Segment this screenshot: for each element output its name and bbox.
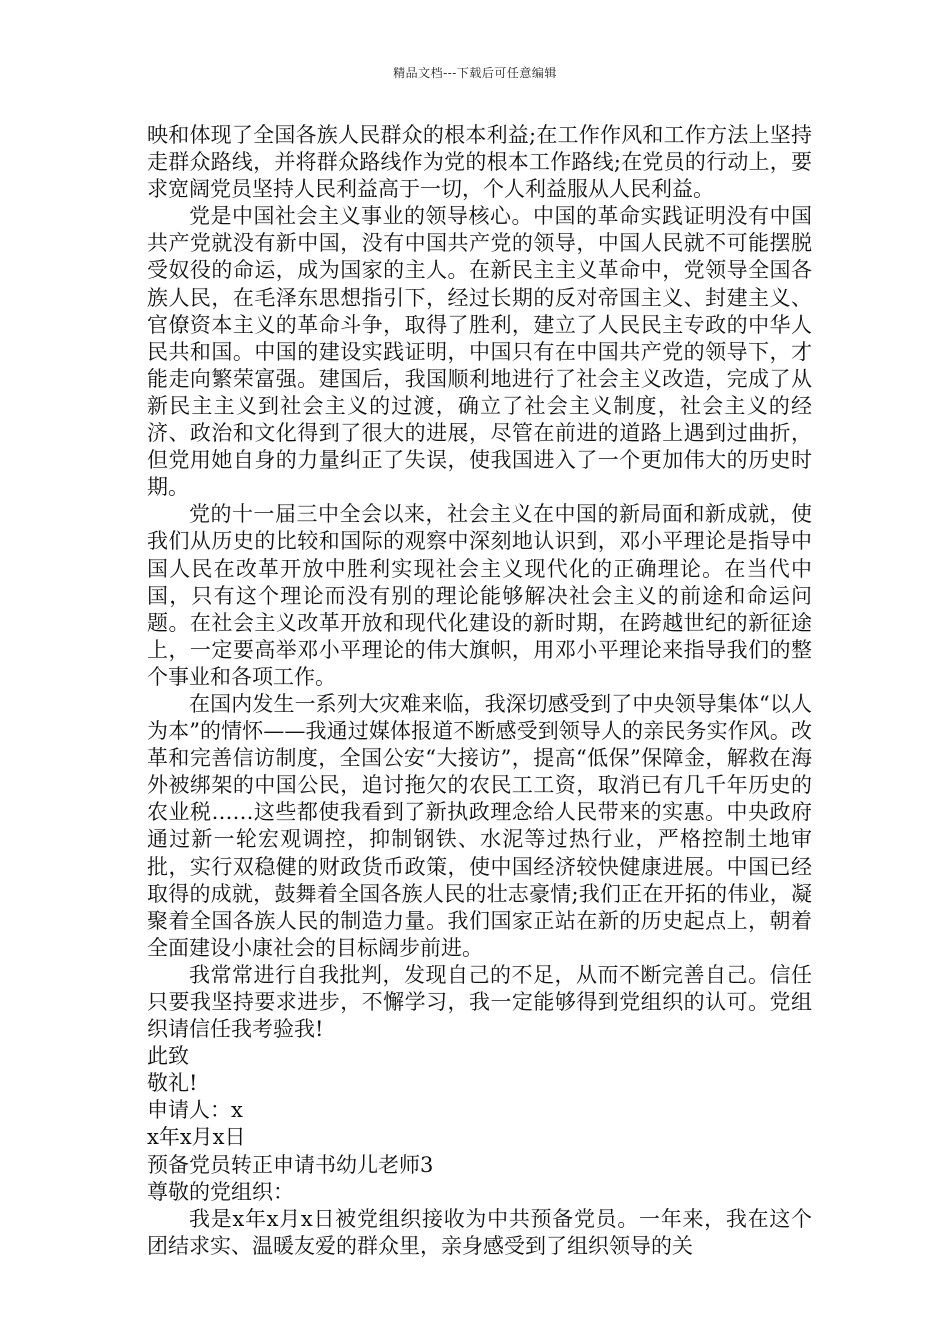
paragraph-people-first: 在国内发生一系列大灾难来临，我深切感受到了中央领导集体“以人为本”的情怀——我通过媒体报道不断感受到领导人的亲民务实作风。改革和完善信访制度，全国公安“大接访”，提高“低保”保障金，解救在海外被绑架的中国公民，追讨拖欠的农民工工资，取消已有几千年历史的农业税……这些都使我看到了新执政理念给人民带来的实惠。中央政府通过新一轮宏观调控，抑制钢铁、水泥等过热行业，严格控制土地审批，实行双稳健的财政货币政策，使中国经济较快健康进展。中国已经取得的成就，鼓舞着全国各族人民的壮志豪情;我们正在开拓的伟业，凝聚着全国各族人民的制造力量。我们国家正站在新的历史起点上，朝着全面建设小康社会的目标阔步前进。 — [147, 691, 812, 960]
page-header: 精品文档---下载后可任意编辑 — [393, 66, 557, 80]
paragraph-deng-theory: 党的十一届三中全会以来，社会主义在中国的新局面和新成就，使我们从历史的比较和国际的观察中深刻地认识到，邓小平理论是指导中国人民在改革开放中胜利实现社会主义现代化的正确理论。在当代中国，只有这个理论而没有别的理论能够解决社会主义的前途和命运问题。在社会主义改革开放和现代化建设的新时期，在跨越世纪的新征途上，一定要高举邓小平理论的伟大旗帜，用邓小平理论来指导我们的整个事业和各项工作。 — [147, 502, 812, 689]
paragraph-continuation: 映和体现了全国各族人民群众的根本利益;在工作作风和工作方法上坚持走群众路线，并将群众路线作为党的根本工作路线;在党员的行动上，要求宽阔党员坚持人民利益高于一切，个人利益服从人民利益。 — [147, 123, 812, 202]
applicant-line: 申请人：x — [147, 1098, 243, 1123]
paragraph-self-criticism: 我常常进行自我批判，发现自己的不足，从而不断完善自己。信任只要我坚持要求进步，不懈学习，我一定能够得到党组织的认可。党组织请信任我考验我! — [147, 962, 812, 1042]
closing-line-2: 敬礼! — [147, 1071, 198, 1096]
paragraph-admission: 我是x年x月x日被党组织接收为中共预备党员。一年来，我在这个团结求实、温暖友爱的群众里，亲身感受到了组织领导的关 — [147, 1206, 812, 1258]
closing-line-1: 此致 — [147, 1044, 189, 1069]
salutation-line: 尊敬的党组织： — [147, 1179, 294, 1204]
date-line: x年x月x日 — [147, 1125, 246, 1150]
paragraph-party-core: 党是中国社会主义事业的领导核心。中国的革命实践证明没有中国共产党就没有新中国，没有中国共产党的领导，中国人民就不可能摆脱受奴役的命运，成为国家的主人。在新民主主义革命中，党领导全国各族人民，在毛泽东思想指引下，经过长期的反对帝国主义、封建主义、官僚资本主义的革命斗争，取得了胜利，建立了人民民主专政的中华人民共和国。中国的建设实践证明，中国只有在中国共产党的领导下，才能走向繁荣富强。建国后，我国顺利地进行了社会主义改造，完成了从新民主主义到社会主义的过渡，确立了社会主义制度，社会主义的经济、政治和文化得到了很大的进展，尽管在前进的道路上遇到过曲折，但党用她自身的力量纠正了失误，使我国进入了一个更加伟大的历史时期。 — [147, 204, 812, 500]
document-body — [147, 122, 812, 1260]
next-document-title: 预备党员转正申请书幼儿老师3 — [147, 1152, 434, 1177]
